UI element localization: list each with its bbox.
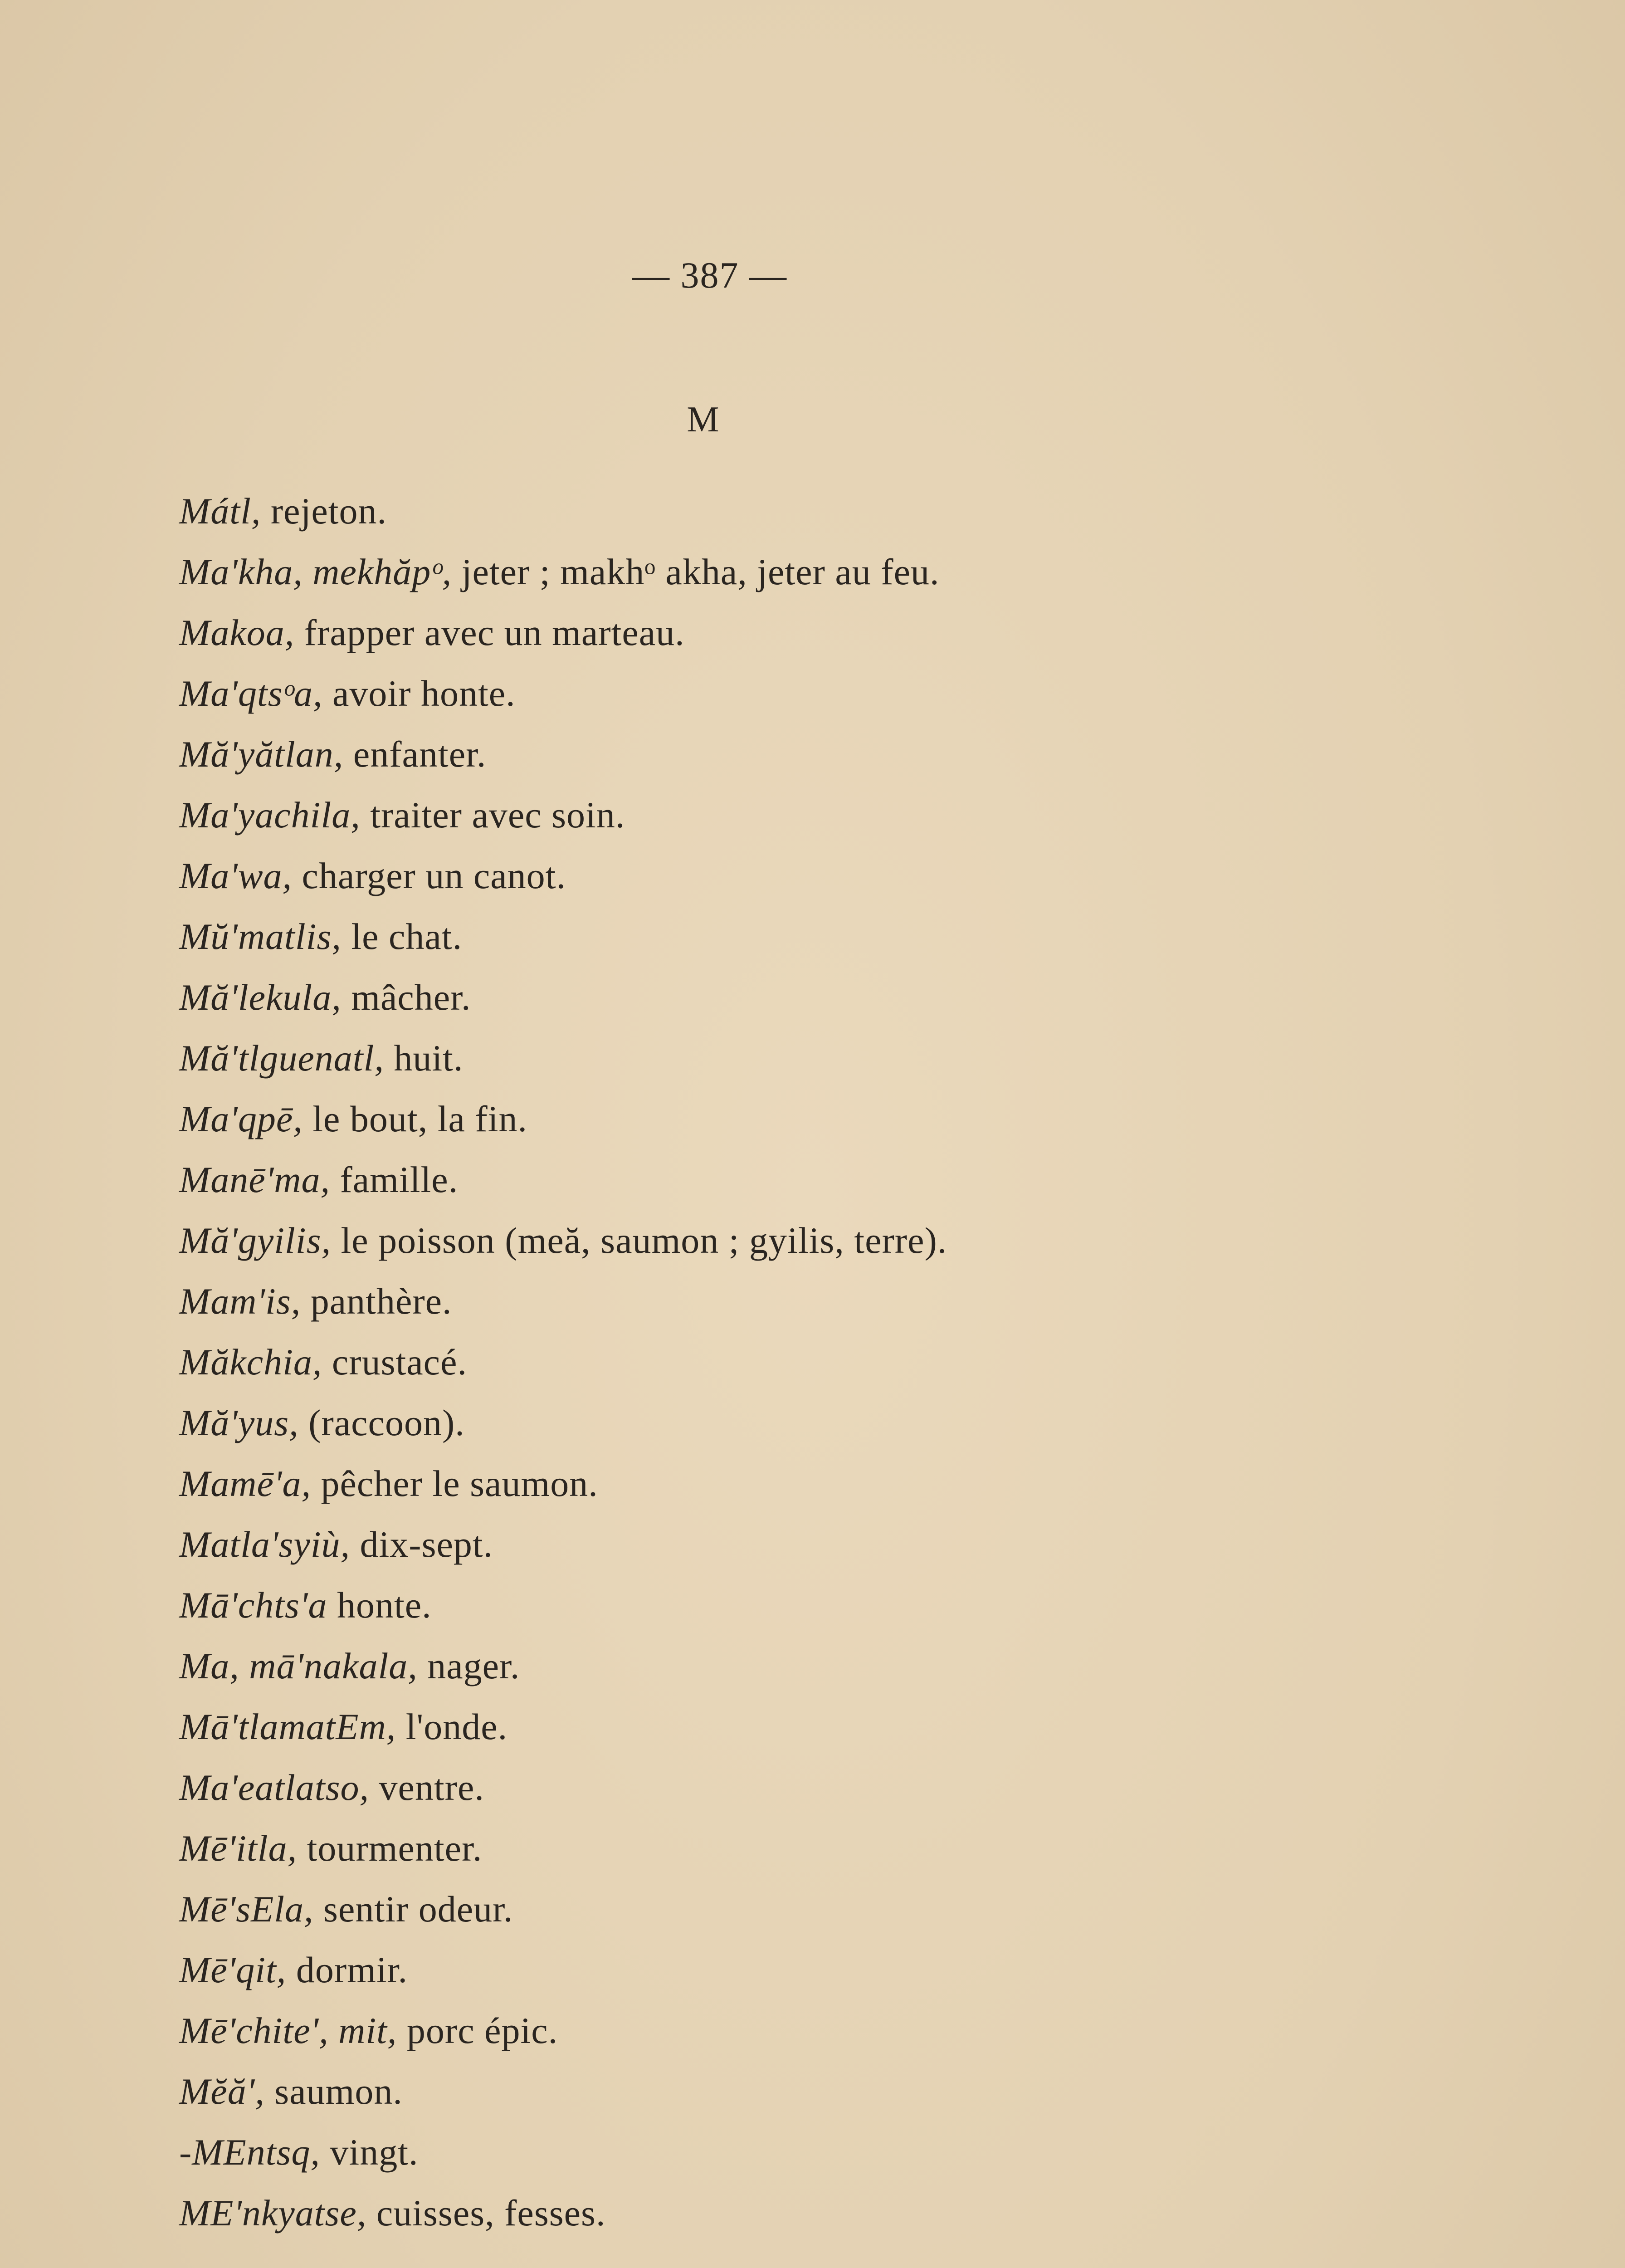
entry-definition: saumon. — [264, 2071, 403, 2112]
dictionary-entry — [179, 1818, 1404, 1879]
dictionary-entry — [179, 906, 1404, 967]
dictionary-entry — [179, 846, 1404, 906]
dictionary-entry — [179, 1393, 1404, 1453]
section-letter: M — [687, 400, 719, 440]
dictionary-entry — [179, 1757, 1404, 1818]
entry-definition: l'onde. — [396, 1706, 508, 1747]
entry-definition: cuisses, fesses. — [366, 2192, 606, 2234]
dictionary-entry — [179, 724, 1404, 785]
dictionary-entry — [179, 1636, 1404, 1696]
entry-definition: famille. — [330, 1159, 459, 1200]
entry-headword: Mátl, — [179, 490, 261, 532]
dictionary-entry — [179, 2000, 1404, 2061]
dictionary-entry — [179, 1879, 1404, 1940]
dictionary-entry — [179, 1696, 1404, 1757]
dictionary-entry — [179, 542, 1404, 602]
entry-definition: charger un canot. — [292, 855, 566, 896]
dictionary-entry — [179, 785, 1404, 846]
entry-definition: pêcher le saumon. — [311, 1463, 598, 1504]
entry-definition: frapper avec un marteau. — [294, 612, 685, 653]
entry-headword: Ma'yachila, — [179, 794, 361, 836]
entry-headword: Mă'yus, — [179, 1402, 299, 1443]
dictionary-entry — [179, 602, 1404, 663]
entry-headword: Mē'itla, — [179, 1828, 298, 1869]
entry-headword: Mē'qit, — [179, 1949, 287, 1990]
dictionary-entry — [179, 1332, 1404, 1393]
entry-headword: Ma'eatlatso, — [179, 1767, 369, 1808]
dictionary-entry — [179, 2061, 1404, 2122]
entry-definition: vingt. — [320, 2131, 419, 2173]
entry-headword: Mam'is, — [179, 1281, 301, 1322]
entry-definition: avoir honte. — [322, 673, 516, 714]
dictionary-entry — [179, 967, 1404, 1028]
entry-headword: Ma'kha, mekhăpᵒ, — [179, 551, 452, 592]
entry-definition: le chat. — [341, 916, 463, 957]
entry-headword: Mă'gyilis, — [179, 1220, 331, 1261]
entry-definition: jeter ; makhᵒ akha, jeter au feu. — [452, 551, 940, 592]
entry-definition: sentir odeur. — [313, 1888, 513, 1930]
entry-definition: rejeton. — [261, 490, 387, 532]
entry-headword: Mĕă', — [179, 2071, 265, 2112]
entry-headword: Mŭ'matlis, — [179, 916, 342, 957]
entry-headword: Măkchia, — [179, 1341, 322, 1383]
dictionary-entry — [179, 1028, 1404, 1089]
entry-headword: Matla'syiù, — [179, 1524, 350, 1565]
dictionary-entry — [179, 1453, 1404, 1514]
entry-definition: panthère. — [301, 1281, 452, 1322]
dictionary-entry — [179, 663, 1404, 724]
entry-headword: Mē'chite', mit, — [179, 2010, 397, 2051]
entry-definition: dormir. — [286, 1949, 408, 1990]
dictionary-entry — [179, 1089, 1404, 1149]
dictionary-entry — [179, 481, 1404, 542]
entry-definition: enfanter. — [343, 733, 487, 775]
page-number: — 387 — — [632, 254, 787, 296]
entry-headword: Ma, mā'nakala, — [179, 1645, 418, 1686]
entry-headword: Ma'qtsᵒa, — [179, 673, 323, 714]
dictionary-entry — [179, 1149, 1404, 1210]
entry-definition: le poisson (meă, saumon ; gyilis, terre). — [331, 1220, 947, 1261]
entry-definition: mâcher. — [341, 977, 471, 1018]
entry-headword: -MEntsq, — [179, 2131, 320, 2173]
entry-headword: Mă'lekula, — [179, 977, 342, 1018]
dictionary-entry — [179, 2183, 1404, 2244]
entry-definition: honte. — [327, 1584, 432, 1626]
entry-headword: Ma'qpē, — [179, 1098, 303, 1139]
dictionary-entry — [179, 1210, 1404, 1271]
entry-definition: (raccoon). — [298, 1402, 465, 1443]
dictionary-entry — [179, 1940, 1404, 2000]
entry-headword: Manē'ma, — [179, 1159, 330, 1200]
entry-headword: Mā'tlamatEm, — [179, 1706, 396, 1747]
dictionary-entry — [179, 1271, 1404, 1332]
entry-headword: Mamē'a, — [179, 1463, 311, 1504]
entry-definition: tourmenter. — [297, 1828, 483, 1869]
entry-headword: Ma'wa, — [179, 855, 293, 896]
entry-definition: traiter avec soin. — [360, 794, 625, 836]
entry-definition: ventre. — [369, 1767, 484, 1808]
entry-definition: huit. — [384, 1037, 464, 1079]
entry-headword: Mă'tlguenatl, — [179, 1037, 384, 1079]
dictionary-entry — [179, 1514, 1404, 1575]
entry-headword: Mā'chts'a — [179, 1584, 327, 1626]
entry-headword: Mē'sEla, — [179, 1888, 314, 1930]
dictionary-entry — [179, 1575, 1404, 1636]
entry-headword: Makoa, — [179, 612, 295, 653]
entry-definition: le bout, la fin. — [303, 1098, 527, 1139]
dictionary-entry — [179, 2122, 1404, 2183]
entry-definition: porc épic. — [397, 2010, 558, 2051]
entry-definition: dix-sept. — [350, 1524, 493, 1565]
entry-headword: ME'nkyatse, — [179, 2192, 367, 2234]
entry-definition: crustacé. — [322, 1341, 467, 1383]
entry-headword: Mă'yătlan, — [179, 733, 344, 775]
dictionary-entries — [179, 481, 1404, 2244]
entry-definition: nager. — [417, 1645, 520, 1686]
